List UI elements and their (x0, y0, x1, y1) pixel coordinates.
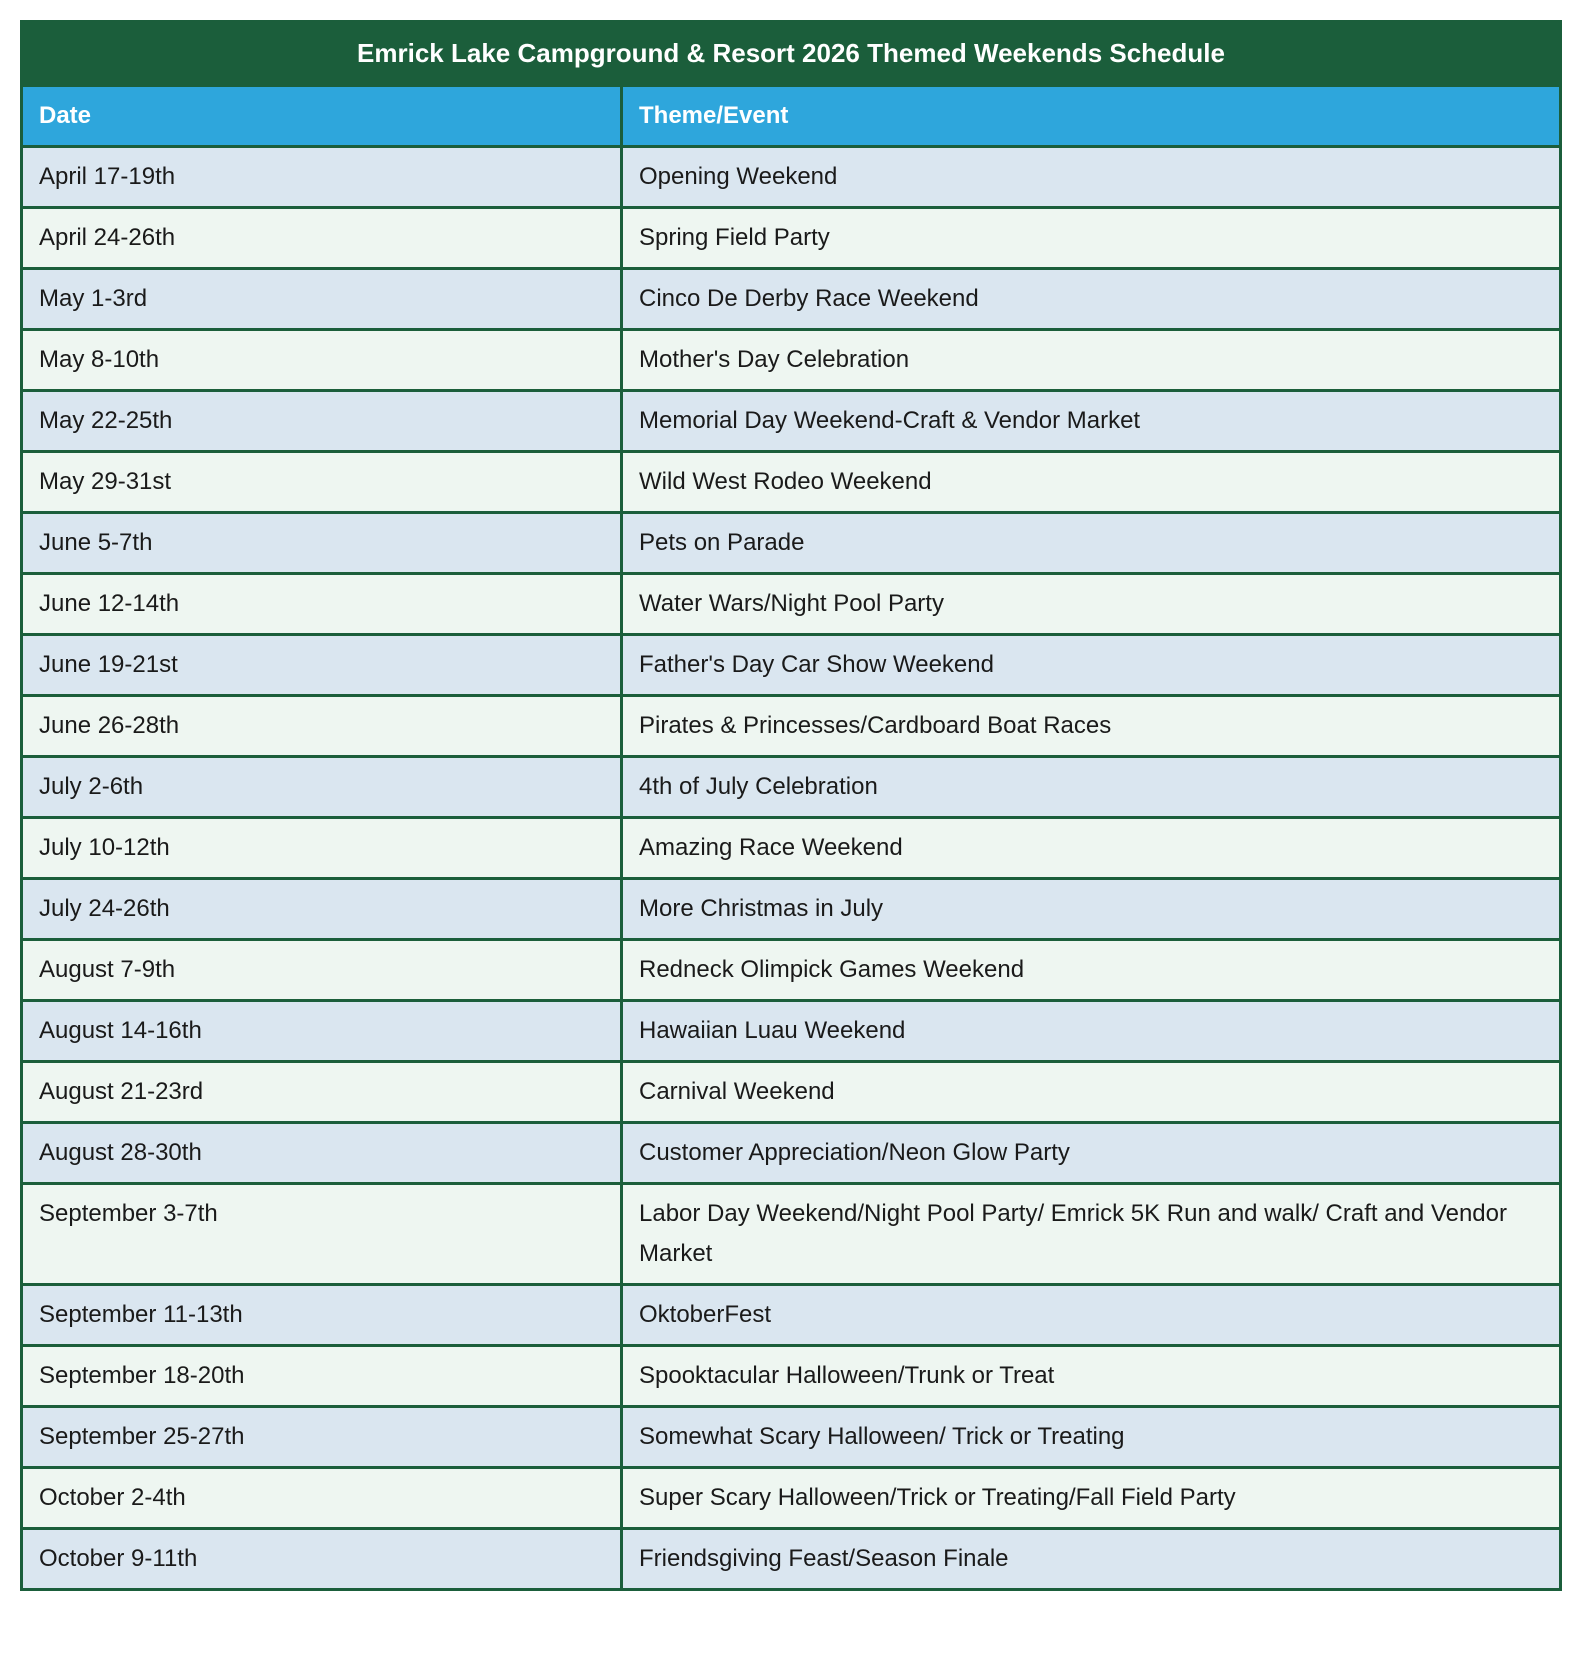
table-row (22, 1285, 1561, 1346)
date-cell: August 28-30th (22, 1123, 622, 1184)
date-cell: July 24-26th (22, 879, 622, 940)
table-row (22, 1468, 1561, 1529)
table-row (22, 1001, 1561, 1062)
table-row (22, 940, 1561, 1001)
date-cell: September 11-13th (22, 1285, 622, 1346)
theme-cell: Mother's Day Celebration (622, 330, 1561, 391)
theme-cell: 4th of July Celebration (622, 757, 1561, 818)
date-cell: May 8-10th (22, 330, 622, 391)
theme-cell: Father's Day Car Show Weekend (622, 635, 1561, 696)
date-cell: August 7-9th (22, 940, 622, 1001)
table-row (22, 147, 1561, 208)
date-cell: October 2-4th (22, 1468, 622, 1529)
table-row (22, 1407, 1561, 1468)
table-row (22, 269, 1561, 330)
table-row (22, 696, 1561, 757)
table-row (22, 635, 1561, 696)
theme-cell: Water Wars/Night Pool Party (622, 574, 1561, 635)
table-row (22, 1529, 1561, 1590)
date-cell: June 5-7th (22, 513, 622, 574)
theme-cell: Amazing Race Weekend (622, 818, 1561, 879)
date-cell: May 29-31st (22, 452, 622, 513)
table-row (22, 208, 1561, 269)
theme-cell: Pirates & Princesses/Cardboard Boat Races (622, 696, 1561, 757)
theme-cell: More Christmas in July (622, 879, 1561, 940)
theme-cell: Hawaiian Luau Weekend (622, 1001, 1561, 1062)
table-row (22, 452, 1561, 513)
date-cell: September 25-27th (22, 1407, 622, 1468)
table-row (22, 1346, 1561, 1407)
table-row (22, 757, 1561, 818)
date-cell: September 18-20th (22, 1346, 622, 1407)
date-cell: September 3-7th (22, 1184, 622, 1285)
theme-cell: Spring Field Party (622, 208, 1561, 269)
date-cell: June 19-21st (22, 635, 622, 696)
theme-cell: OktoberFest (622, 1285, 1561, 1346)
column-header-date: Date (22, 86, 622, 147)
theme-cell: Somewhat Scary Halloween/ Trick or Treating (622, 1407, 1561, 1468)
schedule-table (20, 20, 1562, 1591)
date-cell: July 10-12th (22, 818, 622, 879)
table-row (22, 879, 1561, 940)
table-row (22, 513, 1561, 574)
date-cell: June 12-14th (22, 574, 622, 635)
theme-cell: Opening Weekend (622, 147, 1561, 208)
table-body (22, 147, 1561, 1590)
date-cell: July 2-6th (22, 757, 622, 818)
date-cell: April 17-19th (22, 147, 622, 208)
date-cell: June 26-28th (22, 696, 622, 757)
table-row (22, 818, 1561, 879)
theme-cell: Carnival Weekend (622, 1062, 1561, 1123)
table-row (22, 330, 1561, 391)
theme-cell: Memorial Day Weekend-Craft & Vendor Market (622, 391, 1561, 452)
theme-cell: Labor Day Weekend/Night Pool Party/ Emrick 5K Run and walk/ Craft and Vendor Market (622, 1184, 1561, 1285)
date-cell: August 21-23rd (22, 1062, 622, 1123)
date-cell: August 14-16th (22, 1001, 622, 1062)
theme-cell: Super Scary Halloween/Trick or Treating/Fall Field Party (622, 1468, 1561, 1529)
table-row (22, 391, 1561, 452)
table-row (22, 1184, 1561, 1285)
theme-cell: Cinco De Derby Race Weekend (622, 269, 1561, 330)
table-title: Emrick Lake Campground & Resort 2026 Themed Weekends Schedule (22, 22, 1561, 86)
theme-cell: Friendsgiving Feast/Season Finale (622, 1529, 1561, 1590)
theme-cell: Spooktacular Halloween/Trunk or Treat (622, 1346, 1561, 1407)
date-cell: May 1-3rd (22, 269, 622, 330)
title-row (22, 22, 1561, 86)
date-cell: May 22-25th (22, 391, 622, 452)
date-cell: April 24-26th (22, 208, 622, 269)
table-row (22, 1123, 1561, 1184)
theme-cell: Customer Appreciation/Neon Glow Party (622, 1123, 1561, 1184)
theme-cell: Redneck Olimpick Games Weekend (622, 940, 1561, 1001)
table-row (22, 574, 1561, 635)
theme-cell: Pets on Parade (622, 513, 1561, 574)
column-header-theme: Theme/Event (622, 86, 1561, 147)
theme-cell: Wild West Rodeo Weekend (622, 452, 1561, 513)
table-row (22, 1062, 1561, 1123)
header-row (22, 86, 1561, 147)
date-cell: October 9-11th (22, 1529, 622, 1590)
